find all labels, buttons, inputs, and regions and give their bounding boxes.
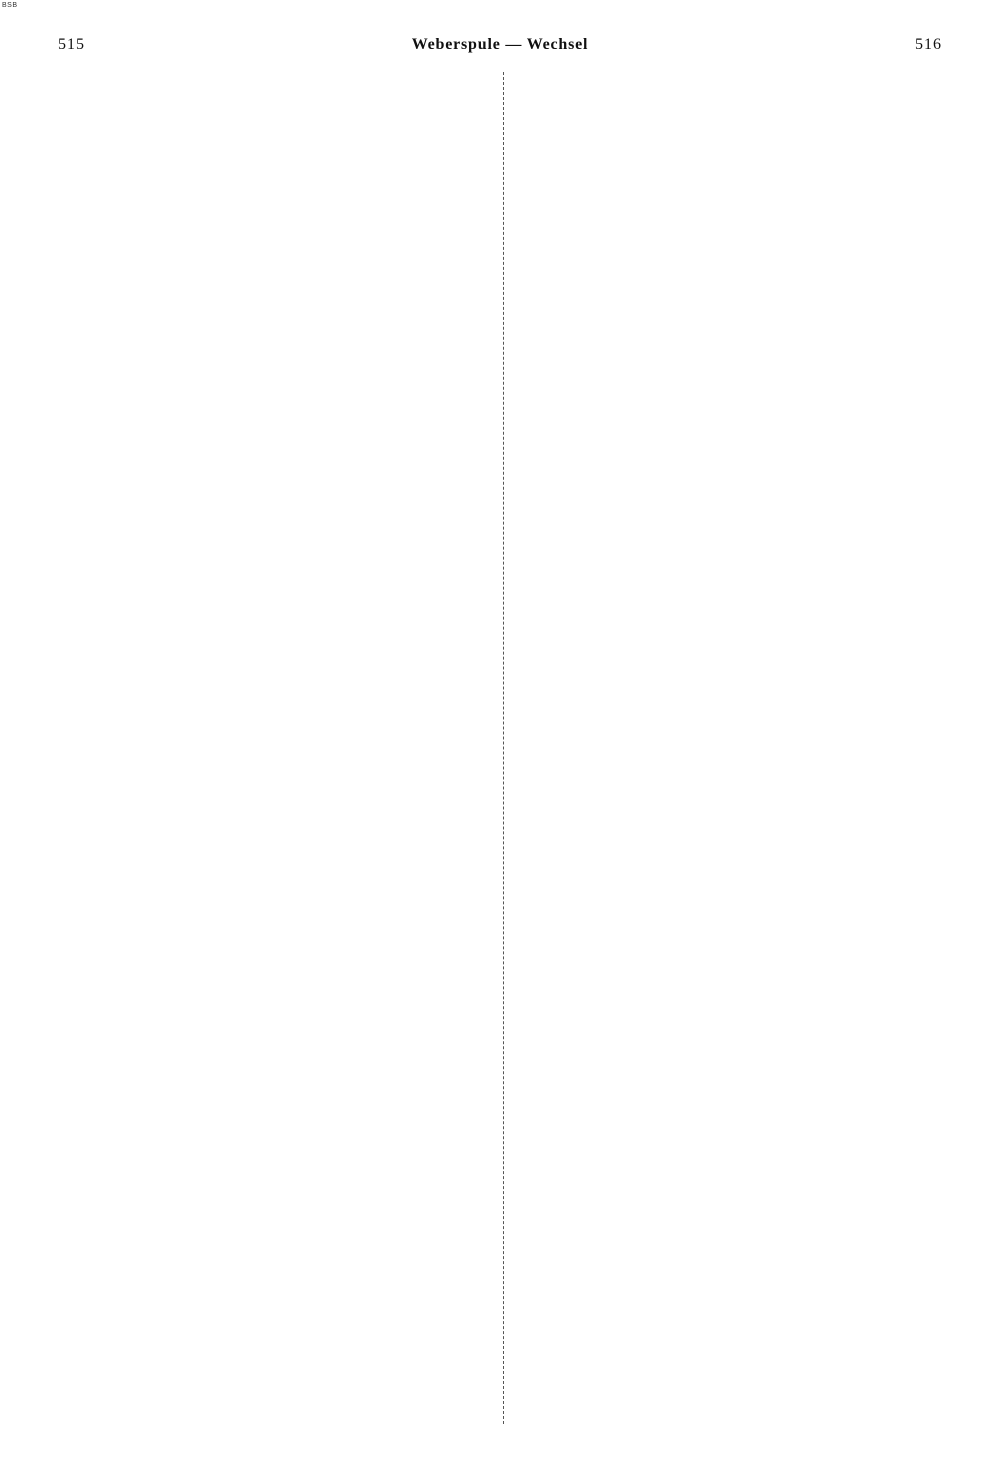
right-column	[504, 72, 949, 1424]
text-columns	[58, 72, 948, 1424]
running-title: Weberspule — Wechsel	[411, 36, 589, 53]
running-header	[58, 36, 942, 58]
page-number-left: 515	[58, 36, 85, 53]
left-column	[58, 72, 503, 1424]
library-watermark: BSB	[2, 2, 18, 9]
page-number-right: 516	[915, 36, 942, 53]
